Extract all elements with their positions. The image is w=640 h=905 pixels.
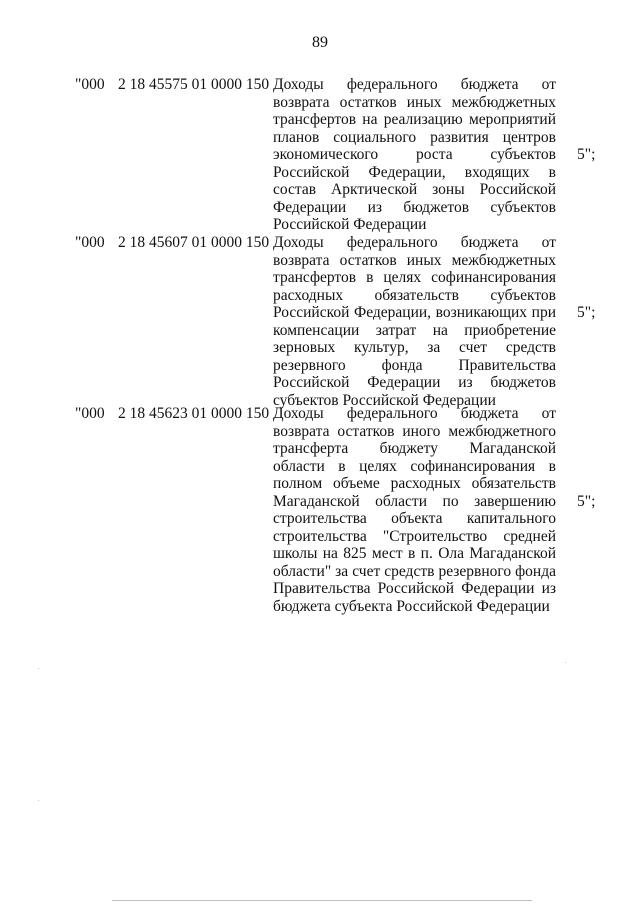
entry-value: 5";	[577, 146, 596, 163]
entry-code: 2 18 45623 01 0000 150	[118, 405, 270, 422]
scan-edge-line	[112, 900, 532, 901]
entry-code: 2 18 45575 01 0000 150	[118, 76, 270, 93]
entry-opening-quote: "000	[75, 234, 105, 251]
entry-description: Доходы федерального бюджета от возврата остатков иных межбюджетных трансфертов в целях софинансирования расходных обязательств субъектов Российской Федерации, возникающих при компенсации затрат на приобретение зерновых культур, за счет средств резервного фонда Правительства Российской Федерации из бюджетов субъектов Российской Федерации	[273, 234, 556, 409]
scan-speck	[38, 800, 39, 801]
entry-description: Доходы федерального бюджета от возврата остатков иных межбюджетных трансфертов на реализацию мероприятий планов социального развития центров экономического роста субъектов Российской Федерации, входящих в состав Арктической зоны Российской Федерации из бюджетов субъектов Российской Федерации	[273, 76, 556, 233]
entry-code: 2 18 45607 01 0000 150	[118, 234, 270, 251]
entry-value: 5";	[577, 304, 596, 321]
scan-speck	[38, 668, 39, 669]
entry-description: Доходы федерального бюджета от возврата остатков иного межбюджетного трансферта бюджету Магаданской области в целях софинансирования в полном объеме расходных обязательств Магаданской области по завершению строительства объекта капитального строительства "Строительство средней школы на 825 мест в п. Ола Магаданской области" за счет средств резервного фонда Правительства Российской Федерации из бюджета субъекта Российской Федерации	[273, 405, 556, 615]
page-number: 89	[312, 34, 328, 51]
scan-speck	[565, 662, 566, 663]
entry-value: 5";	[577, 493, 596, 510]
entry-opening-quote: "000	[75, 76, 105, 93]
entry-opening-quote: "000	[75, 405, 105, 422]
